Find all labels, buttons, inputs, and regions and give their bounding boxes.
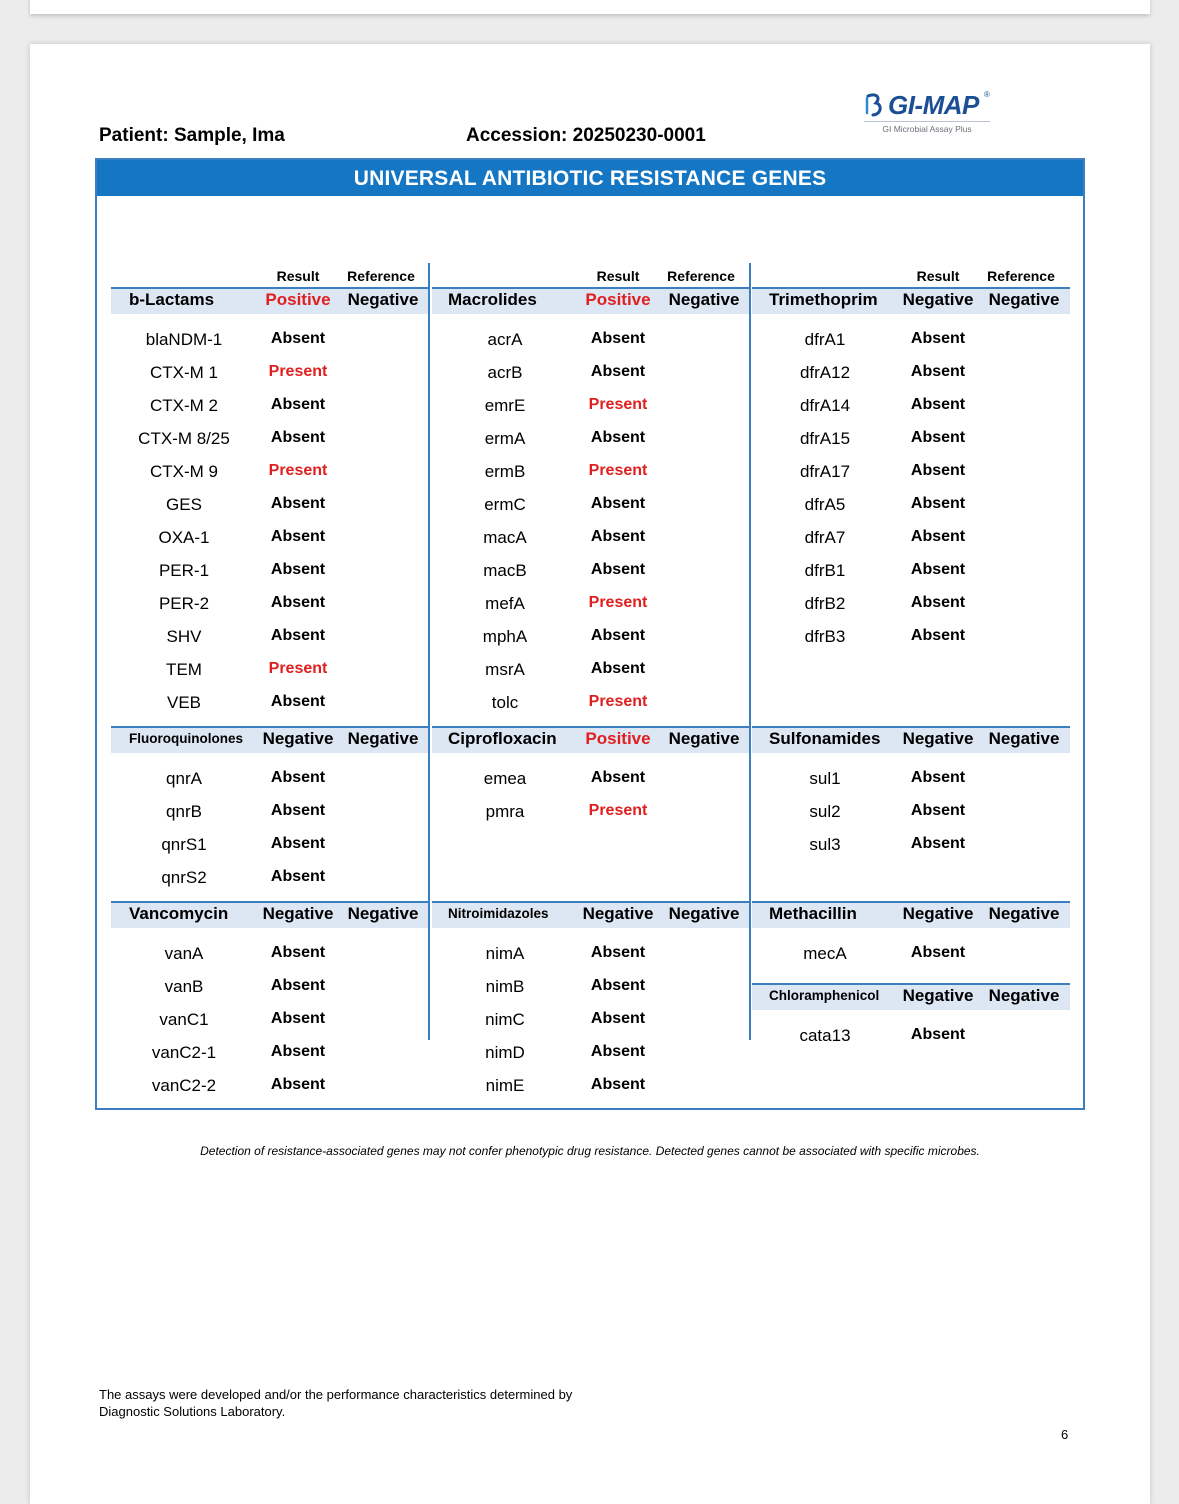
gene-name: dfrA14 xyxy=(799,396,851,415)
gene-result: Absent xyxy=(590,1076,646,1093)
logo-mark-icon xyxy=(864,92,888,122)
gene-result: Present xyxy=(588,396,648,413)
gene-name: pmra xyxy=(485,802,525,821)
result-column-header: Result xyxy=(276,268,320,284)
gene-result: Absent xyxy=(910,495,966,512)
gene-name: sul2 xyxy=(809,802,841,821)
group-result: Negative xyxy=(902,729,974,748)
gene-name: tolc xyxy=(491,693,519,712)
group-reference: Negative xyxy=(668,729,740,748)
gene-name: qnrS1 xyxy=(161,835,207,854)
gene-result: Absent xyxy=(270,528,326,545)
gene-result: Absent xyxy=(590,627,646,644)
group-reference: Negative xyxy=(347,729,419,748)
gene-result: Absent xyxy=(270,868,326,885)
gene-name: macB xyxy=(483,561,527,580)
gene-result: Absent xyxy=(590,363,646,380)
gene-name: CTX-M 8/25 xyxy=(138,429,230,448)
disclaimer-text: Detection of resistance-associated genes may not confer phenotypic drug resistance. Detected genes cannot be associated with specific microbes. xyxy=(200,1144,980,1158)
group-name: Fluoroquinolones xyxy=(129,731,243,746)
gene-result: Absent xyxy=(910,1026,966,1043)
gene-name: mefA xyxy=(485,594,525,613)
result-column-header: Result xyxy=(596,268,640,284)
gene-name: sul1 xyxy=(809,769,841,788)
group-reference: Negative xyxy=(668,290,740,309)
group-name: Methacillin xyxy=(769,904,857,923)
gene-result: Absent xyxy=(590,561,646,578)
gene-result: Absent xyxy=(590,660,646,677)
gene-name: VEB xyxy=(166,693,202,712)
group-result: Positive xyxy=(585,729,651,748)
gene-name: vanC2-2 xyxy=(151,1076,217,1095)
group-reference: Negative xyxy=(988,986,1060,1005)
gene-result: Absent xyxy=(590,528,646,545)
gene-result: Present xyxy=(268,363,328,380)
gi-map-logo xyxy=(864,90,990,136)
gene-name: dfrA7 xyxy=(804,528,846,547)
gene-result: Absent xyxy=(270,330,326,347)
gene-name: CTX-M 1 xyxy=(150,363,218,382)
gene-result: Present xyxy=(268,660,328,677)
gene-result: Absent xyxy=(910,363,966,380)
group-name: Nitroimidazoles xyxy=(448,906,549,921)
gene-name: acrA xyxy=(487,330,523,349)
gene-result: Absent xyxy=(910,802,966,819)
gene-result: Absent xyxy=(270,769,326,786)
group-name: Vancomycin xyxy=(129,904,229,923)
gene-name: GES xyxy=(166,495,202,514)
gene-name: dfrB1 xyxy=(804,561,846,580)
gene-result: Absent xyxy=(270,1010,326,1027)
gene-result: Absent xyxy=(590,1043,646,1060)
group-result: Negative xyxy=(262,904,334,923)
column-divider xyxy=(428,263,430,1040)
gene-name: qnrA xyxy=(166,769,202,788)
gene-name: ermA xyxy=(484,429,526,448)
previous-page-edge xyxy=(30,0,1150,14)
gene-name: dfrA12 xyxy=(799,363,851,382)
gene-result: Absent xyxy=(270,977,326,994)
gene-result: Absent xyxy=(270,495,326,512)
gene-name: SHV xyxy=(166,627,202,646)
report-page xyxy=(30,44,1150,1504)
gene-name: vanA xyxy=(164,944,204,963)
footer-note: The assays were developed and/or the performance characteristics determined by Diagnostic Solutions Laboratory. xyxy=(99,1387,573,1419)
gene-name: acrB xyxy=(487,363,523,382)
group-name: b-Lactams xyxy=(129,290,215,309)
group-reference: Negative xyxy=(668,904,740,923)
gene-name: PER-1 xyxy=(158,561,210,580)
group-reference: Negative xyxy=(988,729,1060,748)
group-reference: Negative xyxy=(988,290,1060,309)
result-column-header: Result xyxy=(916,268,960,284)
gene-name: TEM xyxy=(166,660,202,679)
page-number: 6 xyxy=(1061,1427,1069,1442)
reference-column-header: Reference xyxy=(347,268,415,284)
gene-result: Absent xyxy=(270,396,326,413)
gene-result: Absent xyxy=(910,835,966,852)
patient-name: Patient: Sample, Ima xyxy=(99,125,285,146)
gene-result: Absent xyxy=(270,835,326,852)
gene-result: Absent xyxy=(910,429,966,446)
gene-name: nimD xyxy=(485,1043,525,1062)
gene-name: dfrB2 xyxy=(804,594,846,613)
gene-name: dfrA17 xyxy=(799,462,851,481)
gene-result: Absent xyxy=(270,627,326,644)
group-result: Negative xyxy=(262,729,334,748)
group-result: Negative xyxy=(902,986,974,1005)
gene-result: Present xyxy=(588,693,648,710)
gene-name: vanB xyxy=(164,977,204,996)
gene-name: dfrA5 xyxy=(804,495,846,514)
accession-number: Accession: 20250230-0001 xyxy=(466,125,706,146)
group-name: Sulfonamides xyxy=(769,729,881,748)
group-name: Ciprofloxacin xyxy=(448,729,557,748)
gene-result: Absent xyxy=(590,495,646,512)
gene-name: dfrB3 xyxy=(804,627,846,646)
gene-name: msrA xyxy=(485,660,525,679)
group-reference: Negative xyxy=(988,904,1060,923)
gene-name: qnrB xyxy=(166,802,202,821)
gene-name: mecA xyxy=(803,944,847,963)
gene-name: ermB xyxy=(484,462,526,481)
gene-result: Absent xyxy=(270,429,326,446)
gene-name: PER-2 xyxy=(158,594,210,613)
group-reference: Negative xyxy=(347,290,419,309)
logo-divider xyxy=(864,121,990,122)
group-name: Macrolides xyxy=(448,290,537,309)
gene-result: Absent xyxy=(590,977,646,994)
gene-result: Present xyxy=(268,462,328,479)
group-result: Negative xyxy=(582,904,654,923)
gene-name: blaNDM-1 xyxy=(145,330,223,349)
gene-result: Present xyxy=(588,462,648,479)
gene-result: Absent xyxy=(590,944,646,961)
group-reference: Negative xyxy=(347,904,419,923)
logo-trademark: ® xyxy=(984,90,990,99)
gene-name: cata13 xyxy=(799,1026,851,1045)
gene-result: Absent xyxy=(910,462,966,479)
gene-name: macA xyxy=(483,528,527,547)
gene-result: Absent xyxy=(910,528,966,545)
gene-name: nimC xyxy=(485,1010,525,1029)
group-result: Positive xyxy=(265,290,331,309)
gene-name: dfrA15 xyxy=(799,429,851,448)
gene-result: Absent xyxy=(270,561,326,578)
gene-result: Absent xyxy=(910,396,966,413)
gene-name: sul3 xyxy=(809,835,841,854)
gene-name: nimA xyxy=(485,944,525,963)
gene-name: vanC1 xyxy=(159,1010,209,1029)
gene-result: Absent xyxy=(910,769,966,786)
gene-result: Absent xyxy=(270,1043,326,1060)
gene-name: CTX-M 9 xyxy=(150,462,218,481)
gene-result: Absent xyxy=(270,802,326,819)
gene-result: Present xyxy=(588,802,648,819)
gene-result: Absent xyxy=(910,330,966,347)
reference-column-header: Reference xyxy=(987,268,1055,284)
gene-result: Present xyxy=(588,594,648,611)
gene-name: CTX-M 2 xyxy=(150,396,218,415)
gene-name: dfrA1 xyxy=(804,330,846,349)
gene-result: Absent xyxy=(590,769,646,786)
gene-result: Absent xyxy=(590,429,646,446)
gene-name: qnrS2 xyxy=(161,868,207,887)
gene-name: vanC2-1 xyxy=(151,1043,217,1062)
gene-name: nimB xyxy=(485,977,525,996)
gene-result: Absent xyxy=(270,944,326,961)
gene-result: Absent xyxy=(270,1076,326,1093)
gene-result: Absent xyxy=(270,594,326,611)
table-title: UNIVERSAL ANTIBIOTIC RESISTANCE GENES xyxy=(97,160,1083,196)
gene-result: Absent xyxy=(910,561,966,578)
gene-name: nimE xyxy=(485,1076,525,1095)
gene-name: ermC xyxy=(484,495,526,514)
gene-name: emrE xyxy=(484,396,526,415)
gene-result: Absent xyxy=(270,693,326,710)
group-result: Negative xyxy=(902,290,974,309)
gene-result: Absent xyxy=(910,627,966,644)
gene-result: Absent xyxy=(590,1010,646,1027)
group-name: Trimethoprim xyxy=(769,290,878,309)
reference-column-header: Reference xyxy=(667,268,735,284)
gene-name: OXA-1 xyxy=(158,528,210,547)
gene-result: Absent xyxy=(910,944,966,961)
logo-name: GI-MAP xyxy=(888,90,979,120)
gene-name: emea xyxy=(483,769,527,788)
group-result: Negative xyxy=(902,904,974,923)
gene-result: Absent xyxy=(910,594,966,611)
gene-name: mphA xyxy=(482,627,528,646)
group-result: Positive xyxy=(585,290,651,309)
column-divider xyxy=(749,263,751,1040)
group-name: Chloramphenicol xyxy=(769,988,880,1003)
resistance-genes-table xyxy=(95,158,1085,1110)
gene-result: Absent xyxy=(590,330,646,347)
logo-subtitle: GI Microbial Assay Plus xyxy=(882,124,972,134)
